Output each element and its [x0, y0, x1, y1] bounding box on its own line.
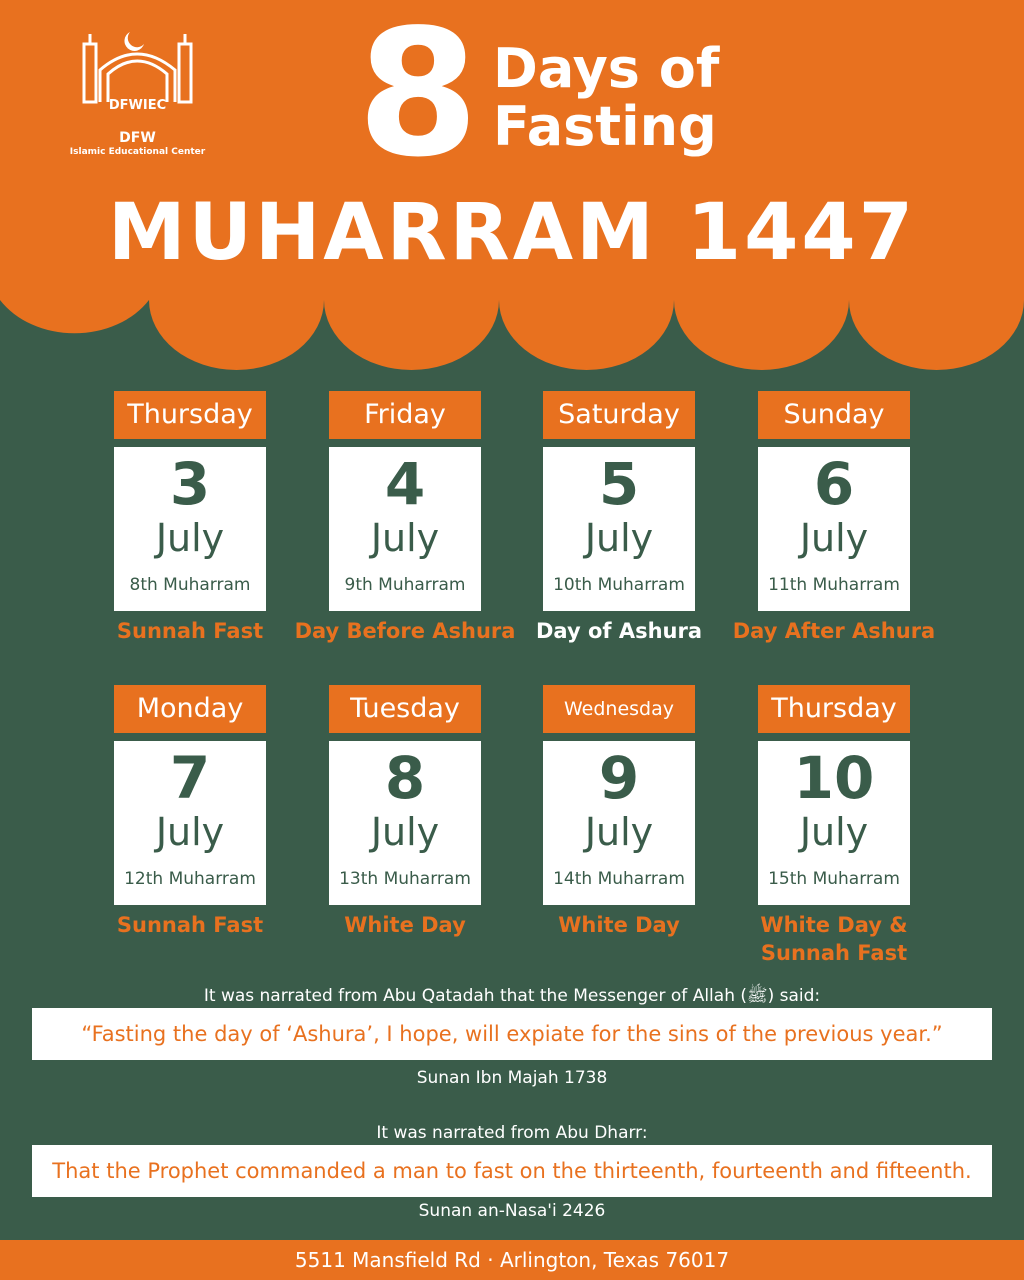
date-box: [543, 741, 695, 905]
hijri-date: 12th Muharram: [124, 869, 256, 889]
hijri-date: 14th Muharram: [553, 869, 685, 889]
hadith-2-reference: Sunan an-Nasa'i 2426: [418, 1201, 606, 1221]
date-month: July: [370, 810, 440, 854]
fast-type-label: Day Before Ashura: [294, 619, 516, 643]
hijri-date: 8th Muharram: [129, 575, 251, 595]
day-card: [732, 391, 936, 643]
date-number: 3: [169, 450, 211, 518]
day-card: [329, 685, 481, 937]
fast-type-label: Sunnah Fast: [116, 913, 264, 937]
day-card: [535, 391, 702, 643]
day-card: [758, 685, 910, 965]
date-month: July: [799, 516, 869, 560]
day-card: [294, 391, 516, 643]
hijri-date: 13th Muharram: [339, 869, 471, 889]
date-box: [329, 447, 481, 611]
date-number: 4: [384, 450, 426, 518]
fast-type-label: Day After Ashura: [732, 619, 936, 643]
hadith-2-quote: That the Prophet commanded a man to fast on the thirteenth, fourteenth and fifteenth.: [32, 1145, 992, 1197]
day-card: [114, 685, 266, 937]
fast-type-label: Sunnah Fast: [116, 619, 264, 643]
hadith-2-intro: It was narrated from Abu Dharr:: [376, 1123, 648, 1143]
footer-address: 5511 Mansfield Rd · Arlington, Texas 76017: [0, 1240, 1024, 1280]
hijri-date: 10th Muharram: [553, 575, 685, 595]
mosque-icon: [80, 30, 195, 105]
date-month: July: [155, 516, 225, 560]
weekday-header: Monday: [114, 685, 266, 733]
date-box: [758, 447, 910, 611]
date-month: July: [799, 810, 869, 854]
dfwiec-logo: [70, 30, 205, 165]
hadith-1-reference: Sunan Ibn Majah 1738: [416, 1068, 608, 1088]
hijri-date: 15th Muharram: [768, 869, 900, 889]
date-box: [329, 741, 481, 905]
date-box: [543, 447, 695, 611]
date-box: [114, 741, 266, 905]
logo-abbreviation: DFWIEC: [108, 98, 167, 113]
weekday-header: Friday: [329, 391, 481, 439]
date-number: 7: [169, 744, 211, 812]
weekday-header: Tuesday: [329, 685, 481, 733]
date-number: 5: [598, 450, 640, 518]
hijri-date: 11th Muharram: [768, 575, 900, 595]
date-month: July: [584, 810, 654, 854]
weekday-header: Thursday: [114, 391, 266, 439]
date-box: [114, 447, 266, 611]
day-card: [543, 685, 695, 937]
day-card: [114, 391, 266, 643]
hadith-1-intro: It was narrated from Abu Qatadah that the Messenger of Allah (ﷺ) said:: [203, 986, 821, 1006]
date-box: [758, 741, 910, 905]
fasting-days-count: 8: [357, 0, 479, 196]
fast-type-label: Day of Ashura: [535, 619, 702, 643]
title-line-1: Days of: [493, 37, 720, 100]
date-number: 10: [793, 744, 875, 812]
hadith-1-quote: “Fasting the day of ‘Ashura’, I hope, will expiate for the sins of the previous year.”: [32, 1008, 992, 1060]
logo-name: DFW: [119, 130, 156, 146]
weekday-header: Saturday: [543, 391, 695, 439]
fast-type-label-line-1: White Day &: [760, 913, 908, 937]
date-number: 6: [813, 450, 855, 518]
hijri-date: 9th Muharram: [344, 575, 466, 595]
weekday-header: Sunday: [758, 391, 910, 439]
date-number: 8: [384, 744, 426, 812]
logo-full-name: Islamic Educational Center: [69, 147, 206, 157]
weekday-header: Wednesday: [543, 685, 695, 733]
date-number: 9: [598, 744, 640, 812]
weekday-header: Thursday: [758, 685, 910, 733]
fast-type-label: White Day: [344, 913, 466, 937]
month-title: MUHARRAM 1447: [108, 188, 916, 278]
date-month: July: [370, 516, 440, 560]
fast-type-label-line-2: Sunnah Fast: [760, 941, 908, 965]
fast-type-label: [708, 911, 960, 967]
fast-type-label: White Day: [558, 913, 680, 937]
title-line-2: Fasting: [493, 95, 717, 158]
date-month: July: [584, 516, 654, 560]
date-month: July: [155, 810, 225, 854]
